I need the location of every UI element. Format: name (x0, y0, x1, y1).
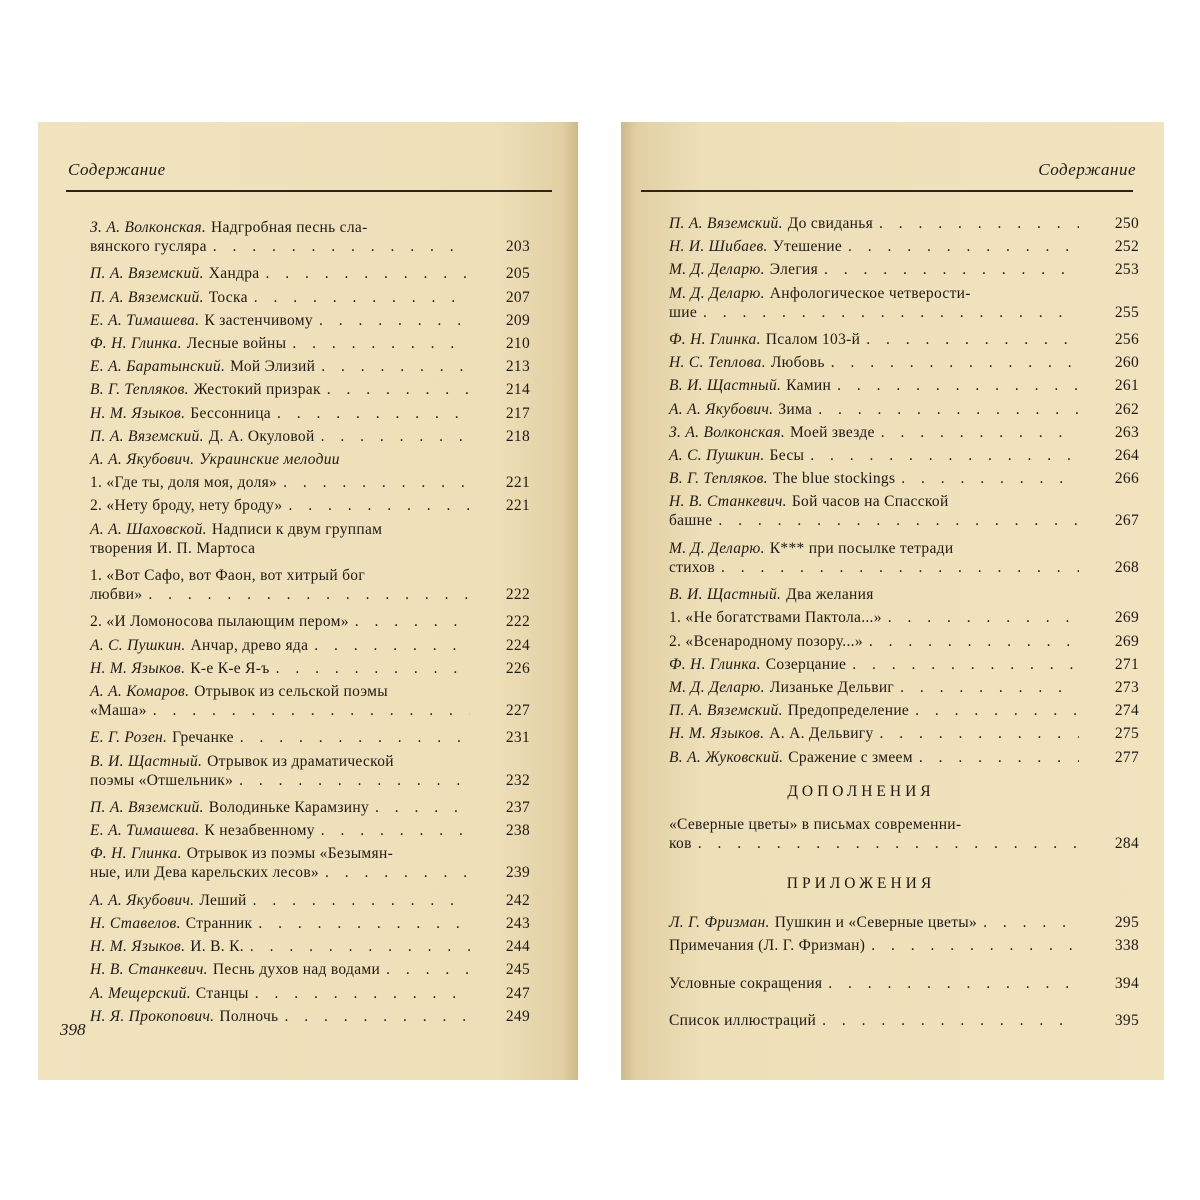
entry-author: Е. А. Баратынский. (90, 358, 226, 376)
entry-page-number: 262 (1114, 400, 1139, 418)
entry-page-number: 395 (1114, 1011, 1139, 1029)
entry-page-number: 221 (505, 474, 530, 492)
toc-entry (90, 821, 530, 840)
entry-page-number: 207 (505, 288, 530, 306)
entry-title: Странник (185, 915, 253, 932)
dot-leader (276, 659, 470, 678)
entry-page-number: 213 (505, 358, 530, 376)
entry-author: М. Д. Деларю. (669, 539, 765, 557)
dot-leader (284, 1007, 470, 1026)
dot-leader (240, 728, 470, 747)
entry-page-number: 250 (1114, 215, 1139, 232)
entry-page-number: 268 (1114, 558, 1139, 576)
entry-page-number: 247 (505, 984, 530, 1002)
toc-entry (669, 469, 1139, 488)
toc-entry (669, 214, 1139, 233)
dot-leader (831, 353, 1079, 372)
entry-title: Володиньке Карамзину (208, 799, 370, 816)
entry-title: К застенчивому (204, 311, 313, 329)
entry-page-number: 338 (1114, 937, 1139, 955)
toc-entry (669, 655, 1139, 674)
entry-author: М. Д. Деларю. (669, 261, 765, 279)
entry-title: Условные сокращения (669, 974, 823, 992)
entry-author: А. А. Якубович. (669, 400, 774, 418)
dot-leader (983, 913, 1079, 932)
toc-entry (669, 260, 1139, 279)
entry-title: Отрывок из драматической (207, 752, 394, 770)
entry-title: 1. «Вот Сафо, вот Фаон, вот хитрый бог (90, 567, 366, 584)
toc-entry (669, 815, 1139, 853)
entry-page-number: 264 (1114, 447, 1139, 464)
section-heading-appendices: ПРИЛОЖЕНИЯ (786, 875, 936, 893)
entry-page-number: 232 (505, 771, 530, 789)
dot-leader (888, 608, 1079, 627)
entry-author: В. И. Щастный. (90, 752, 203, 770)
entry-author: М. Д. Деларю. (669, 284, 765, 302)
toc-entry (90, 380, 530, 399)
entry-title: 1. «Где ты, доля моя, доля» (90, 474, 278, 492)
entry-title: Утешение (772, 238, 843, 256)
entry-title: Песнь духов над водами (212, 961, 381, 979)
entry-title-continued: шие (669, 303, 698, 321)
toc-entry (90, 636, 530, 655)
toc-entry (90, 659, 530, 678)
entry-page-number: 222 (505, 613, 530, 631)
dot-leader (321, 427, 470, 446)
dot-leader (871, 936, 1079, 955)
entry-title: Гречанке (172, 729, 234, 747)
entry-title: Хандра (208, 265, 260, 283)
entry-page-number: 231 (505, 729, 530, 747)
toc-entry (669, 1011, 1139, 1030)
entry-author: З. А. Волконская. (90, 219, 207, 236)
dot-leader (265, 264, 470, 283)
entry-author: А. А. Якубович. (90, 451, 195, 468)
entry-title: Д. А. Окуловой (208, 427, 315, 445)
entry-page-number: 252 (1114, 238, 1139, 256)
entry-page-number: 261 (1114, 377, 1139, 395)
entry-page-number: 218 (505, 427, 530, 445)
entry-author: В. А. Жуковский. (669, 748, 784, 766)
entry-title: Лизаньке Дельвиг (769, 679, 895, 696)
entry-author: Н. М. Языков. (90, 938, 186, 956)
toc-entry (90, 404, 530, 423)
entry-page-number: 210 (505, 335, 530, 352)
entry-author: Н. М. Языков. (669, 725, 765, 743)
entry-page-number: 269 (1114, 609, 1139, 627)
dot-leader (915, 701, 1079, 720)
dot-leader (880, 724, 1079, 743)
entry-page-number: 274 (1114, 702, 1139, 720)
toc-entry (669, 748, 1139, 767)
dot-leader (253, 891, 470, 910)
entry-title-continued: любви» (90, 586, 143, 603)
entry-author: В. И. Щастный. (669, 377, 782, 395)
entry-title: Любовь (770, 354, 825, 372)
entry-title: Камин (786, 377, 832, 395)
entry-author: М. Д. Деларю. (669, 679, 765, 696)
entry-page-number: 271 (1114, 655, 1139, 673)
entry-title: Бессонница (190, 404, 271, 422)
entry-author: Ф. Н. Глинка. (669, 331, 761, 348)
entry-title: Список иллюстраций (669, 1011, 817, 1029)
toc-entry (669, 724, 1139, 743)
entry-page-number: 227 (505, 702, 530, 719)
entry-title: Моей звезде (790, 423, 875, 441)
entry-page-number: 277 (1114, 748, 1139, 766)
toc-entry (669, 237, 1139, 256)
toc-entry (90, 311, 530, 330)
dot-leader (386, 960, 470, 979)
entry-page-number: 203 (505, 238, 530, 255)
toc-entry (90, 473, 530, 492)
entry-title: Два желания (786, 586, 874, 604)
entry-title: Пушкин и «Северные цветы» (774, 914, 978, 932)
entry-page-number: 269 (1114, 632, 1139, 650)
entry-author: Н. В. Станкевич. (669, 493, 787, 511)
entry-author: П. А. Вяземский. (90, 799, 204, 816)
entry-title-continued: вянского гусляра (90, 238, 207, 255)
entry-title: И. В. К. (190, 938, 244, 956)
entry-title: Жестокий призрак (193, 381, 321, 399)
toc-entry (669, 284, 1139, 322)
toc-entry (669, 330, 1139, 349)
entry-page-number: 238 (505, 822, 530, 840)
dot-leader (355, 612, 470, 631)
entry-title: Анчар, древо яда (190, 636, 309, 654)
dot-leader (375, 798, 470, 817)
dot-leader (250, 937, 470, 956)
entry-title-continued: поэмы «Отшельник» (90, 771, 234, 789)
dot-leader (900, 678, 1079, 697)
entry-author: Н. В. Станкевич. (90, 961, 208, 979)
entry-author: В. И. Щастный. (669, 586, 782, 604)
entry-page-number: 273 (1114, 679, 1139, 696)
entry-author: Ф. Н. Глинка. (90, 845, 182, 863)
entry-author: В. Г. Тепляков. (669, 470, 768, 488)
entry-author: Н. И. Шибаев. (669, 238, 768, 256)
entry-page-number: 245 (505, 961, 530, 979)
toc-entry (90, 427, 530, 446)
entry-page-number: 249 (505, 1007, 530, 1025)
entry-page-number: 394 (1114, 974, 1139, 992)
left-page (38, 122, 578, 1080)
running-head-right: Содержание (1038, 160, 1136, 179)
toc-entry (669, 539, 1139, 577)
dot-leader (255, 984, 470, 1003)
entry-author: В. Г. Тепляков. (90, 381, 189, 399)
entry-title: Элегия (769, 261, 819, 279)
entry-page-number: 253 (1114, 261, 1139, 279)
dot-leader (288, 496, 470, 515)
dot-leader (327, 380, 470, 399)
entry-page-number: 224 (505, 636, 530, 654)
entry-author: А. Мещерский. (90, 984, 191, 1002)
entry-author: П. А. Вяземский. (669, 215, 783, 232)
dot-leader (866, 330, 1079, 349)
entry-title: Мой Элизий (230, 358, 316, 376)
entry-title: А. А. Дельвигу (769, 725, 874, 743)
entry-author: А. С. Пушкин. (90, 636, 186, 654)
entry-page-number: 226 (505, 659, 530, 677)
entry-title-continued: творения И. П. Мартоса (90, 539, 256, 557)
entry-title: Надписи к двум группам (211, 520, 383, 538)
book-spread (38, 122, 1164, 1080)
entry-title: К*** при посылке тетради (769, 539, 954, 557)
entry-title: Надгробная песнь сла- (211, 219, 368, 236)
entry-author: А. А. Комаров. (90, 683, 190, 700)
entry-page-number: 217 (505, 404, 530, 422)
toc-entry (669, 353, 1139, 372)
entry-title: Примечания (Л. Г. Фризман) (669, 937, 866, 955)
toc-entry (669, 678, 1139, 697)
toc-entry (669, 608, 1139, 627)
dot-leader (321, 821, 470, 840)
entry-page-number: 221 (505, 497, 530, 515)
dot-leader (148, 585, 470, 604)
entry-title: Леший (199, 891, 247, 909)
dot-leader (698, 834, 1079, 853)
entry-title: Сражение с змеем (788, 748, 913, 766)
entry-title: Лесные войны (186, 335, 287, 352)
toc-entry (90, 798, 530, 817)
entry-author: А. А. Шаховской. (90, 520, 207, 538)
dot-leader (314, 636, 470, 655)
toc-entry (90, 264, 530, 283)
entry-page-number: 263 (1114, 423, 1139, 441)
entry-title-continued: «Маша» (90, 702, 147, 719)
dot-leader (901, 469, 1079, 488)
toc-entry (90, 984, 530, 1003)
entry-page-number: 267 (1114, 512, 1139, 530)
entry-title: Созерцание (765, 655, 847, 673)
entry-author: Ф. Н. Глинка. (669, 655, 761, 673)
entry-title: К-е К-е Я-ъ (190, 659, 270, 677)
dot-leader (325, 863, 470, 882)
entry-title: Отрывок из поэмы «Безымян- (186, 845, 394, 863)
dot-leader (828, 974, 1079, 993)
entry-title: До свиданья (787, 215, 874, 232)
entry-title: Украинские мелодии (199, 451, 340, 468)
dot-leader (254, 288, 470, 307)
toc-entry (90, 520, 530, 558)
entry-title: 1. «Не богатствами Пактола...» (669, 609, 882, 627)
entry-author: П. А. Вяземский. (90, 265, 204, 283)
entry-page-number: 244 (505, 938, 530, 956)
dot-leader (213, 237, 470, 256)
entry-title: Полночь (219, 1007, 279, 1025)
dot-leader (818, 400, 1079, 419)
toc-entry (669, 936, 1139, 955)
entry-author: Н. Ставелов. (90, 915, 181, 932)
dot-leader (879, 214, 1079, 233)
page-number-folio: 398 (60, 1020, 86, 1039)
toc-entry (90, 891, 530, 910)
toc-entry (90, 937, 530, 956)
toc-entry (90, 218, 530, 256)
toc-entry (90, 357, 530, 376)
entry-author: Н. Я. Прокопович. (90, 1007, 215, 1025)
entry-page-number: 260 (1114, 354, 1139, 372)
entry-title: Анфологическое четверости- (769, 284, 971, 302)
toc-entry (90, 682, 530, 720)
toc-entry (669, 585, 1139, 604)
entry-author: Н. М. Языков. (90, 659, 186, 677)
section-heading-additions: ДОПОЛНЕНИЯ (787, 782, 935, 800)
toc-entry (90, 566, 530, 604)
dot-leader (881, 423, 1079, 442)
entry-title: Станцы (195, 984, 249, 1002)
entry-title-continued: ные, или Дева карельских лесов» (90, 864, 319, 882)
dot-leader (239, 771, 470, 790)
entry-title: 2. «И Ломоносова пылающим пером» (90, 613, 349, 631)
toc-entry (90, 288, 530, 307)
entry-title: «Северные цветы» в письмах современни- (669, 815, 962, 833)
toc-entry (669, 423, 1139, 442)
entry-author: Н. М. Языков. (90, 404, 186, 422)
entry-author: П. А. Вяземский. (669, 702, 783, 720)
entry-page-number: 266 (1114, 470, 1139, 488)
entry-page-number: 222 (505, 586, 530, 603)
entry-title-continued: ков (669, 834, 692, 852)
entry-page-number: 256 (1114, 331, 1139, 348)
entry-author: П. А. Вяземский. (90, 288, 204, 306)
running-head-left: Содержание (68, 160, 166, 179)
dot-leader (810, 446, 1079, 465)
dot-leader (869, 632, 1079, 651)
entry-title: Бесы (769, 447, 805, 464)
right-page (621, 122, 1164, 1080)
toc-entry (90, 914, 530, 933)
entry-author: Е. А. Тимашева. (90, 822, 200, 840)
entry-title: Зима (778, 400, 813, 418)
dot-leader (292, 334, 470, 353)
toc-entry (90, 612, 530, 631)
toc-entry (669, 913, 1139, 932)
dot-leader (321, 357, 470, 376)
entry-author: Е. Г. Розен. (90, 729, 168, 747)
entry-title-continued: башне (669, 512, 713, 530)
dot-leader (852, 655, 1079, 674)
toc-right (621, 122, 1164, 1080)
entry-title: Псалом 103-й (765, 331, 861, 348)
toc-entry (669, 492, 1139, 530)
dot-leader (283, 473, 470, 492)
dot-leader (848, 237, 1079, 256)
entry-title: Отрывок из сельской поэмы (194, 683, 388, 700)
toc-left (38, 122, 578, 1080)
entry-title: К незабвенному (204, 822, 315, 840)
entry-page-number: 295 (1114, 914, 1139, 932)
toc-entry (90, 960, 530, 979)
entry-title: Предопределение (787, 702, 910, 720)
toc-entry (90, 334, 530, 353)
entry-author: Ф. Н. Глинка. (90, 335, 182, 352)
dot-leader (277, 404, 470, 423)
dot-leader (837, 376, 1079, 395)
toc-entry (90, 844, 530, 882)
toc-entry (669, 400, 1139, 419)
dot-leader (319, 311, 470, 330)
entry-title: 2. «Всенародному позору...» (669, 632, 863, 650)
entry-author: Л. Г. Фризман. (669, 914, 770, 932)
entry-title: Тоска (208, 288, 248, 306)
entry-author: А. С. Пушкин. (669, 447, 765, 464)
dot-leader (919, 748, 1079, 767)
dot-leader (153, 701, 470, 720)
entry-title: The blue stockings (772, 470, 896, 488)
toc-entry (90, 752, 530, 790)
toc-entry (90, 1007, 530, 1026)
entry-page-number: 205 (505, 265, 530, 283)
toc-entry (90, 450, 530, 469)
dot-leader (824, 260, 1079, 279)
dot-leader (718, 511, 1079, 530)
entry-author: А. А. Якубович. (90, 891, 195, 909)
entry-page-number: 255 (1114, 303, 1139, 321)
entry-page-number: 284 (1114, 834, 1139, 852)
toc-entry (669, 974, 1139, 993)
entry-page-number: 239 (505, 864, 530, 882)
entry-page-number: 214 (505, 381, 530, 399)
toc-entry (90, 728, 530, 747)
entry-page-number: 237 (505, 799, 530, 816)
entry-page-number: 243 (505, 915, 530, 932)
dot-leader (721, 558, 1079, 577)
toc-entry (90, 496, 530, 515)
toc-entry (669, 376, 1139, 395)
entry-author: Н. С. Теплова. (669, 354, 766, 372)
entry-title: Бой часов на Спасской (791, 493, 949, 511)
entry-page-number: 209 (505, 311, 530, 329)
dot-leader (822, 1011, 1079, 1030)
toc-entry (669, 632, 1139, 651)
toc-entry (669, 446, 1139, 465)
entry-author: Е. А. Тимашева. (90, 311, 200, 329)
gutter (578, 122, 621, 1080)
entry-page-number: 242 (505, 891, 530, 909)
entry-title: 2. «Нету броду, нету броду» (90, 497, 283, 515)
entry-author: П. А. Вяземский. (90, 427, 204, 445)
entry-title-continued: стихов (669, 558, 715, 576)
entry-page-number: 275 (1114, 725, 1139, 743)
toc-entry (669, 701, 1139, 720)
dot-leader (258, 914, 470, 933)
entry-author: З. А. Волконская. (669, 423, 786, 441)
dot-leader (703, 303, 1079, 322)
